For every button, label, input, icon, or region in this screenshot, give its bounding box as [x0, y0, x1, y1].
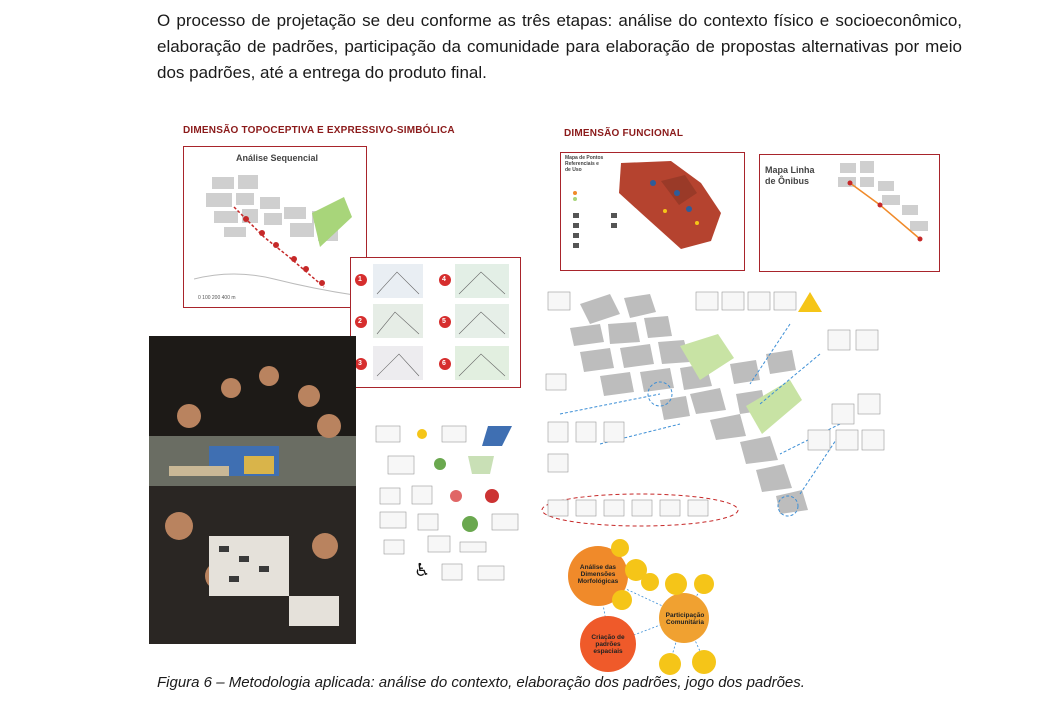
methodology-bubble-diagram — [556, 536, 726, 686]
panel-pontos-referenciais — [560, 152, 745, 271]
sequence-views — [351, 258, 519, 386]
svg-text:♿: ♿ — [414, 560, 431, 581]
intro-paragraph: O processo de projetação se deu conforme as três etapas: análise do contexto físico e socioeconômico, elaboração de padrões, participação da comunidade para elaboração de propostas alternativas por meio dos padrões, até a entrega do produto final. — [157, 11, 962, 82]
sequence-number: 5 — [442, 318, 446, 325]
scale-bar-label: 0 100 200 400 m — [198, 295, 236, 301]
workshop-photo-illustration — [149, 336, 356, 644]
patterns-map — [540, 284, 890, 528]
figure-caption: Figura 6 – Metodologia aplicada: análise do contexto, elaboração dos padrões, jogo dos padrões. — [157, 674, 805, 691]
panel-sequencia-vistas — [350, 257, 521, 388]
pontos-map — [561, 153, 743, 269]
panel-linha-onibus — [759, 154, 940, 272]
bubble-participacao: Participação Comunitária — [665, 612, 705, 626]
section-title-topoceptiva: DIMENSÃO TOPOCEPTIVA E EXPRESSIVO-SIMBÓLICA — [183, 125, 455, 136]
workshop-photos — [149, 336, 356, 644]
bubble-analise: Análise das Dimensões Morfológicas — [577, 564, 619, 585]
onibus-map — [830, 155, 938, 251]
section-title-funcional: DIMENSÃO FUNCIONAL — [564, 128, 684, 139]
sequence-number: 3 — [358, 360, 362, 367]
sequence-number: 2 — [358, 318, 362, 325]
panel-title: Mapa Linha de Ônibus — [765, 165, 815, 186]
sequence-number: 6 — [442, 360, 446, 367]
sequence-map — [194, 167, 359, 302]
pattern-icons-grid — [372, 416, 532, 596]
sequence-number: 1 — [358, 276, 362, 283]
panel-title: Análise Sequencial — [236, 153, 319, 163]
bubble-criacao: Criação de padrões espaciais — [591, 634, 625, 655]
panel-analise-sequencial — [183, 146, 367, 308]
panel-title: Mapa de Pontos Referenciais e de Uso — [565, 155, 604, 173]
sequence-number: 4 — [442, 276, 446, 283]
